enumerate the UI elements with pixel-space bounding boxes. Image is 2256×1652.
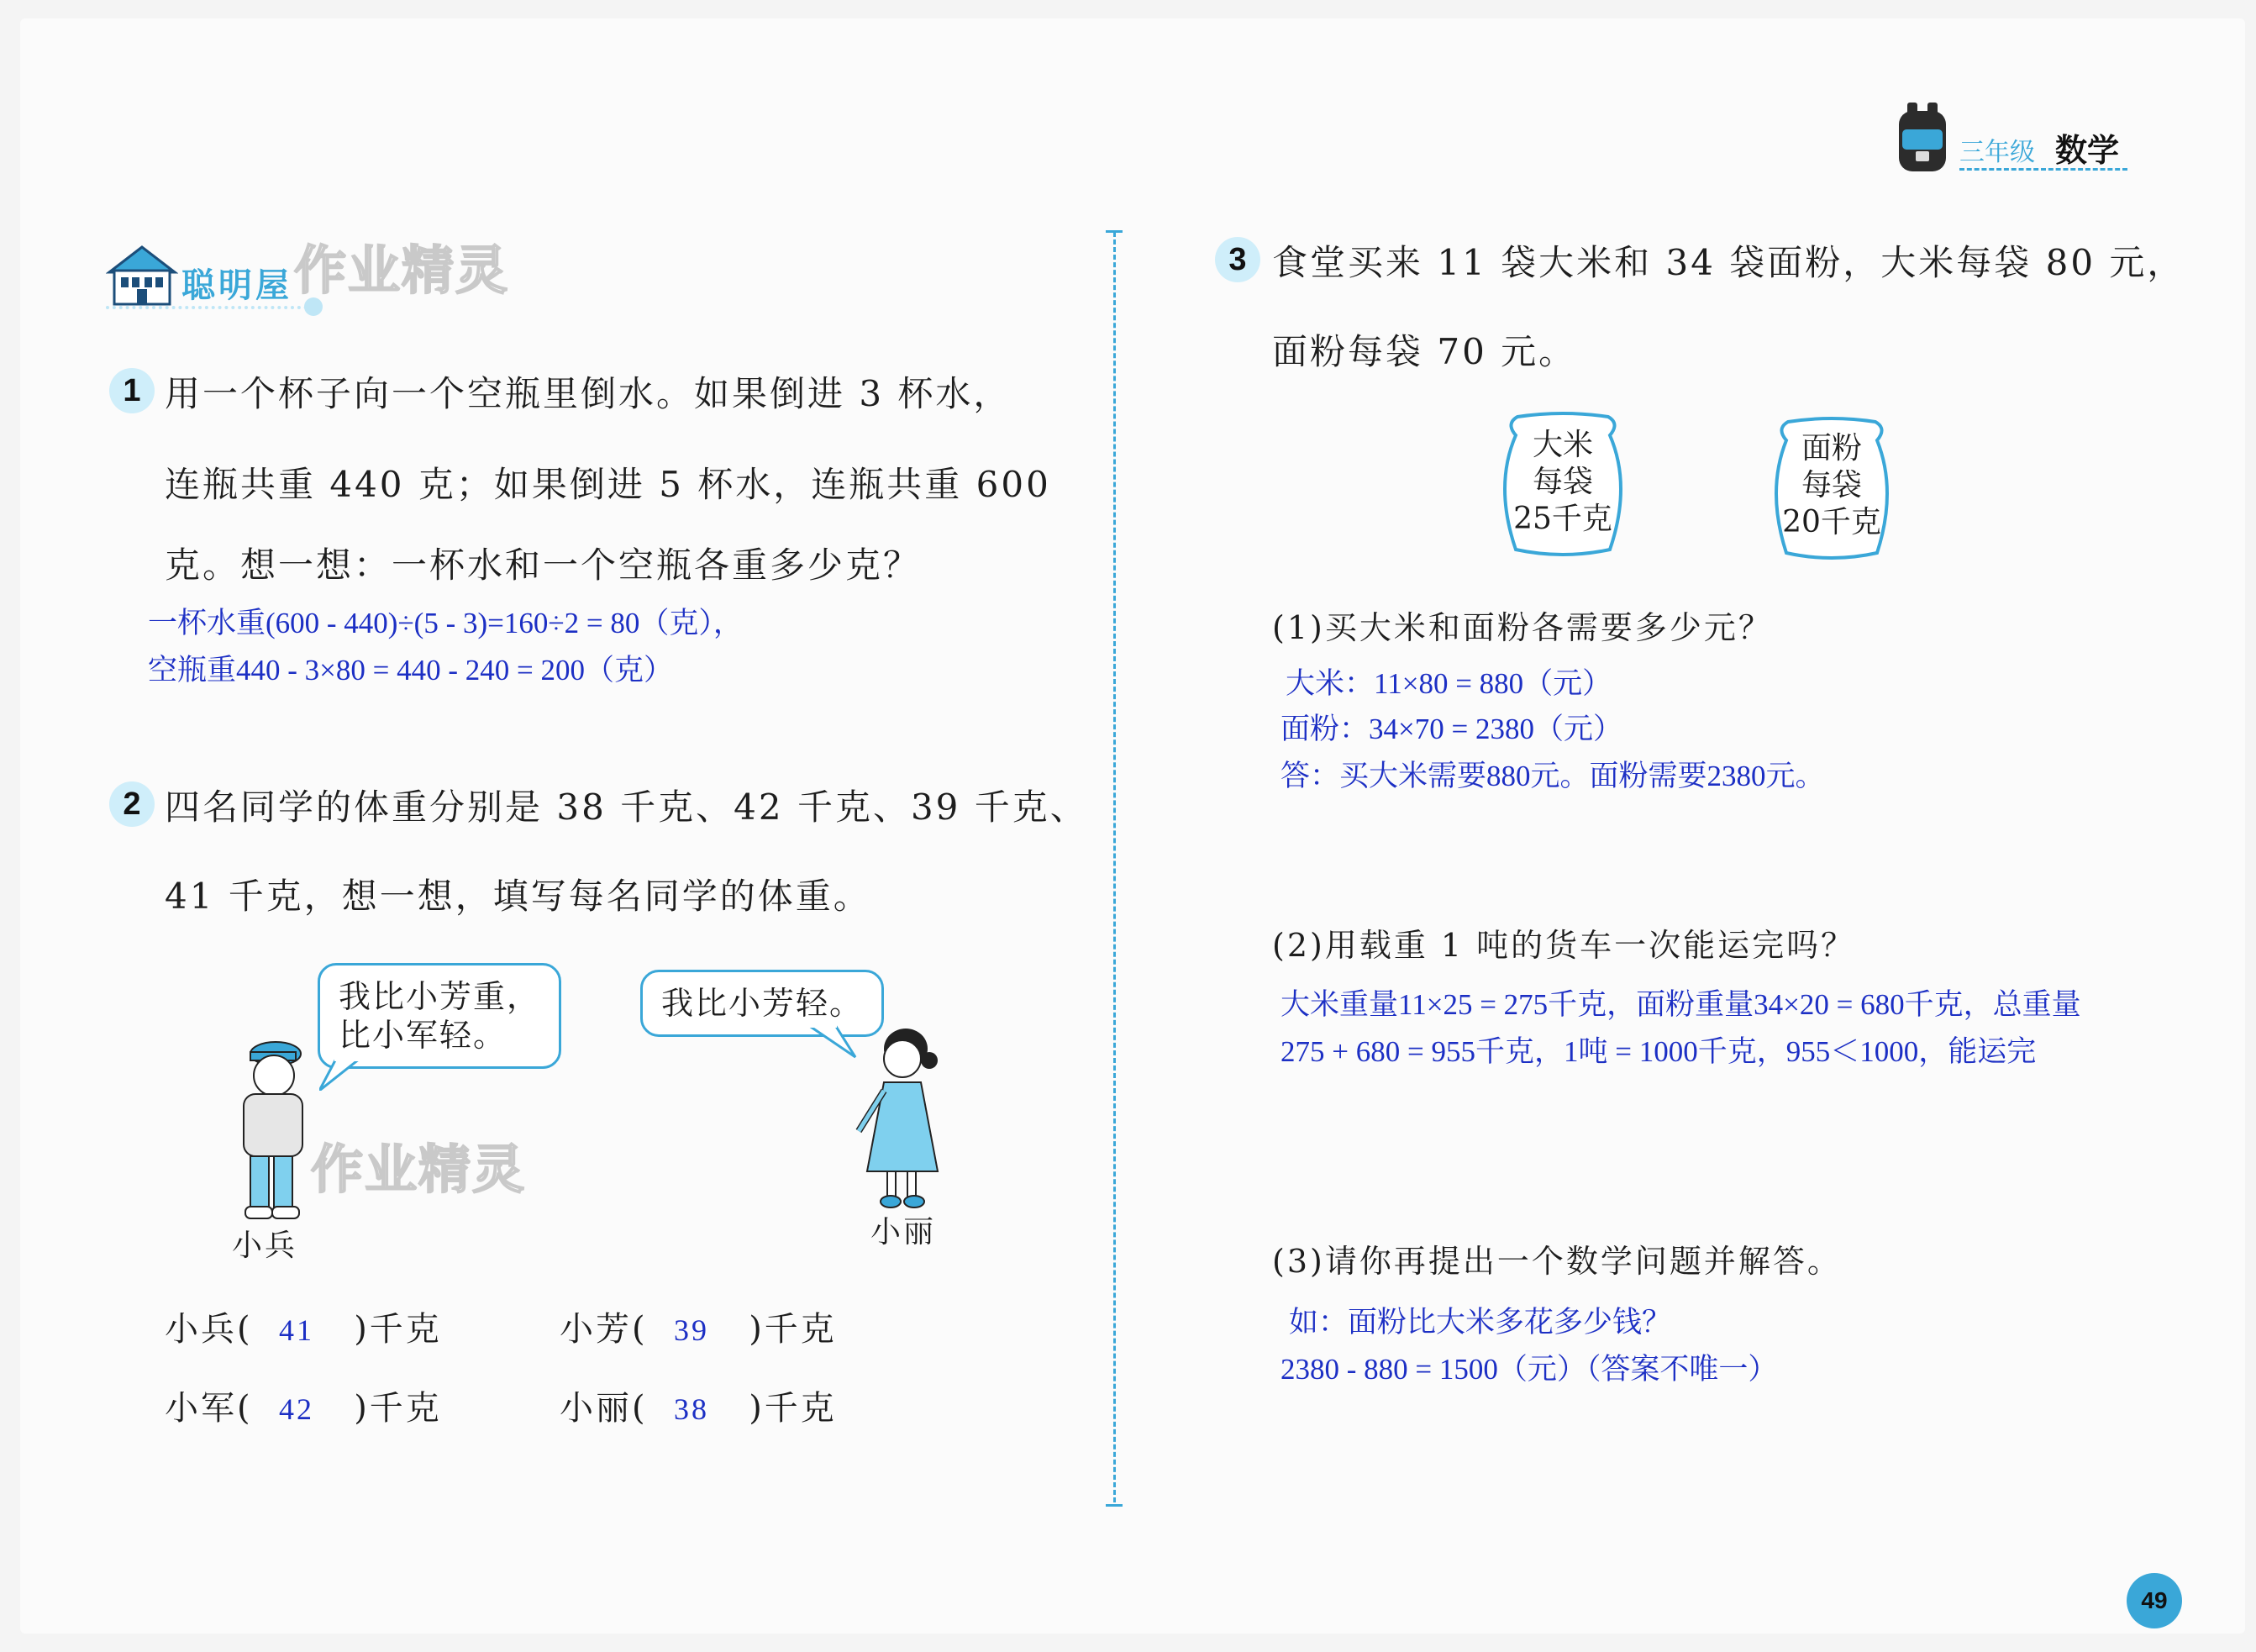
blank-xiaobing: 小兵( 41 )千克: [165, 1310, 442, 1349]
sub-3-answer-1: 如：面粉比大米多花多少钱？: [1289, 1306, 1672, 1339]
blank-xiaojun: 小军( 42 )千克: [165, 1389, 442, 1428]
divider-cap-top: [1106, 230, 1123, 233]
flour-bag-line-2: 每袋: [1801, 468, 1862, 502]
blank-xiaojun-unit: 千克: [369, 1389, 442, 1428]
sub-1-answer-1: 大米：11×80 = 880（元）: [1286, 667, 1612, 700]
flour-bag-line-3: 20千克: [1782, 505, 1881, 539]
blank-xiaoli: 小丽( 38 )千克: [560, 1389, 837, 1428]
name-xiaoli: 小丽: [870, 1215, 937, 1250]
question-1-badge: 1: [109, 368, 155, 413]
divider-cap-bottom: [1106, 1504, 1123, 1507]
watermark-top: 作业精灵: [294, 239, 510, 301]
rice-bag-line-3: 25千克: [1513, 502, 1612, 536]
page-divider: [1113, 232, 1116, 1502]
blank-xiaobing-name: 小兵: [165, 1310, 237, 1349]
blank-xiaoli-value: 38: [674, 1392, 710, 1426]
blank-xiaojun-value: 42: [279, 1392, 315, 1426]
blank-xiaoli-unit: 千克: [764, 1389, 837, 1428]
sub-1-answer-2: 面粉：34×70 = 2380（元）: [1281, 713, 1622, 745]
page-number: 49: [2127, 1573, 2182, 1628]
question-1-line-3: 克。想一想：一杯水和一个空瓶各重多少克？: [165, 545, 922, 586]
house-icon: [106, 244, 178, 306]
sub-1-answer-3: 答：买大米需要880元。面粉需要2380元。: [1281, 760, 1825, 792]
bubble-left-line-1: 我比小芳重，: [339, 978, 541, 1015]
question-2-line-1: 四名同学的体重分别是 38 千克、42 千克、39 千克、: [165, 787, 1088, 828]
rice-bag-line-1: 大米: [1532, 428, 1593, 462]
question-1-answer-2: 空瓶重440 - 3×80 = 440 - 240 = 200（克）: [148, 654, 674, 687]
flour-bag-line-1: 面粉: [1801, 431, 1862, 466]
question-3-badge: 3: [1215, 237, 1260, 282]
bubble-left-tail: [319, 1057, 361, 1094]
speech-bubble-xiaoli: 我比小芳轻。: [640, 970, 884, 1037]
question-1-line-1: 用一个杯子向一个空瓶里倒水。如果倒进 3 杯水，: [165, 373, 1012, 414]
bubble-right-tail: [807, 1023, 857, 1062]
sub-3-answer-2: 2380 - 880 = 1500（元）（答案不唯一）: [1281, 1353, 1778, 1386]
question-3-line-2: 面粉每袋 70 元。: [1272, 331, 1577, 372]
sub-question-3: (3)请你再提出一个数学问题并解答。: [1272, 1243, 1842, 1280]
name-xiaobing: 小兵: [232, 1228, 298, 1263]
blank-xiaofang-name: 小芳: [560, 1310, 632, 1349]
boy-illustration: [232, 1030, 313, 1227]
sub-2-answer-2: 275 + 680 = 955千克，1吨 = 1000千克，955＜1000，能运完: [1281, 1035, 2037, 1068]
sub-2-answer-1: 大米重量11×25 = 275千克，面粉重量34×20 = 680千克，总重量: [1281, 988, 2081, 1021]
question-2-badge: 2: [109, 781, 155, 827]
rice-bag: [1492, 410, 1633, 560]
question-1-answer-1: 一杯水重(600 - 440)÷(5 - 3)=160÷2 = 80（克），: [148, 607, 743, 639]
watermark-middle: 作业精灵: [311, 1139, 527, 1200]
question-1-line-2: 连瓶共重 440 克；如果倒进 5 杯水，连瓶共重 600: [165, 464, 1051, 505]
flour-bag: [1764, 415, 1899, 563]
blank-xiaoli-name: 小丽: [560, 1389, 632, 1428]
blank-xiaofang-value: 39: [674, 1313, 710, 1347]
section-title: 聪明屋: [181, 266, 292, 305]
backpack-icon: [1896, 101, 1949, 173]
rice-bag-line-2: 每袋: [1532, 465, 1593, 499]
grade-label: 三年级: [1959, 139, 2035, 166]
sub-question-2: (2)用载重 1 吨的货车一次能运完吗？: [1272, 927, 1856, 964]
blank-xiaobing-unit: 千克: [369, 1310, 442, 1349]
question-2-line-2: 41 千克，想一想，填写每名同学的体重。: [165, 876, 871, 917]
girl-illustration: [854, 1023, 946, 1213]
blank-xiaobing-value: 41: [279, 1313, 315, 1347]
blank-xiaojun-name: 小军: [165, 1389, 237, 1428]
question-3-line-1: 食堂买来 11 袋大米和 34 袋面粉，大米每袋 80 元，: [1272, 242, 2185, 283]
section-underline: [106, 306, 308, 309]
blank-xiaofang-unit: 千克: [764, 1310, 837, 1349]
subject-label: 数学: [2055, 132, 2120, 169]
blank-xiaofang: 小芳( 39 )千克: [560, 1310, 837, 1349]
speech-bubble-xiaobing: [318, 963, 561, 1069]
sub-question-1: (1)买大米和面粉各需要多少元？: [1272, 609, 1773, 646]
bubble-left-line-2: 比小军轻。: [339, 1017, 507, 1054]
header-underline: [1959, 168, 2127, 171]
